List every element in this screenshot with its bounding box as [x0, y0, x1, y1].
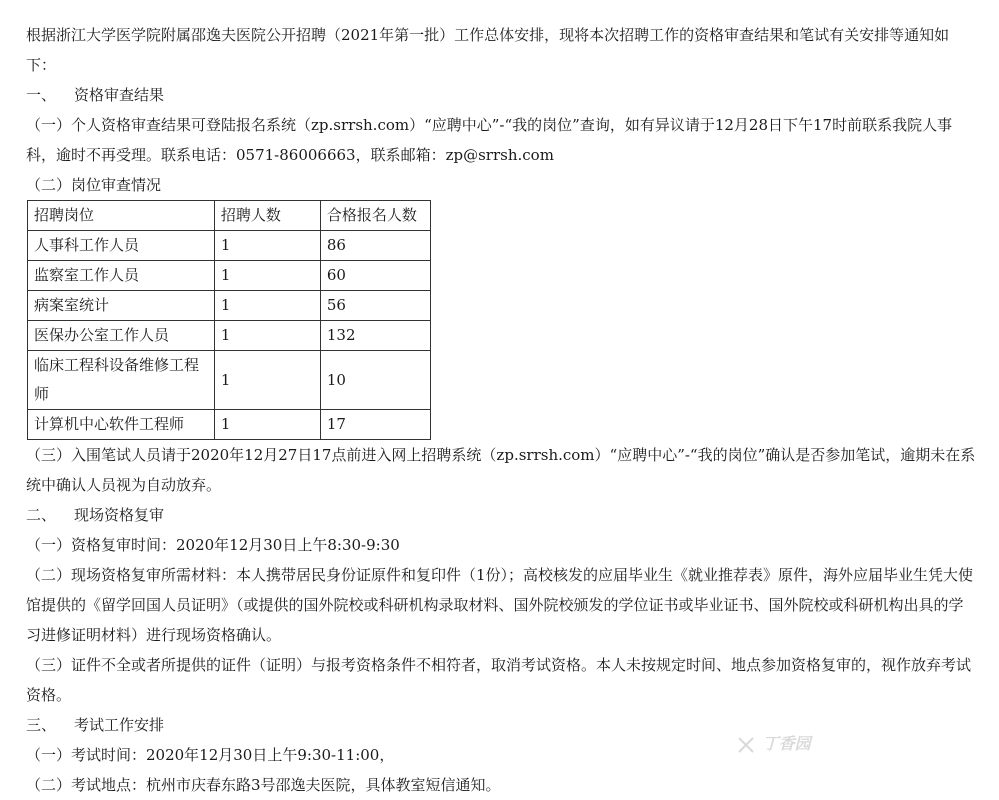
table-cell-position: 监察室工作人员: [28, 261, 215, 291]
table-row: [28, 321, 431, 351]
section-2-item-1: （一）资格复审时间：2020年12月30日上午8:30-9:30: [26, 536, 400, 554]
table-header-cell: 合格报名人数: [320, 201, 430, 231]
table-cell-quota: 1: [214, 231, 320, 261]
dxy-logo-icon: [735, 734, 757, 756]
table-header-cell: 招聘岗位: [28, 201, 215, 231]
section-1-number: 一、: [26, 86, 57, 104]
table-cell-position: 病案室统计: [28, 291, 215, 321]
section-2-title: 现场资格复审: [74, 506, 165, 524]
section-1-item-3: （三）入围笔试人员请于2020年12月27日17点前进入网上招聘系统（zp.srrsh.com）“应聘中心”-“我的岗位”确认是否参加笔试，逾期未在系统中确认人员视为自动放弃。: [26, 446, 976, 494]
watermark: [735, 731, 811, 756]
table-cell-qualified: 86: [320, 231, 430, 261]
section-3-item-1: （一）考试时间：2020年12月30日上午9:30-11:00，: [26, 746, 395, 764]
table-cell-quota: 1: [214, 351, 320, 410]
table-cell-quota: 1: [214, 261, 320, 291]
table-cell-position: 计算机中心软件工程师: [28, 410, 215, 440]
section-3-number: 三、: [26, 716, 57, 734]
section-2-heading: [26, 500, 976, 530]
table-row: [28, 410, 431, 440]
document-body: [26, 20, 976, 800]
section-2-item-3: （三）证件不全或者所提供的证件（证明）与报考资格条件不相符者，取消考试资格。本人未按规定时间、地点参加资格复审的，视作放弃考试资格。: [26, 656, 972, 704]
table-cell-qualified: 17: [320, 410, 430, 440]
table-row: [28, 261, 431, 291]
section-3-title: 考试工作安排: [74, 716, 165, 734]
section-3-heading: [26, 710, 976, 740]
table-cell-quota: 1: [214, 291, 320, 321]
table-header-row: [28, 201, 431, 231]
table-row: [28, 291, 431, 321]
section-1-title: 资格审查结果: [74, 86, 165, 104]
section-1-item-1: （一）个人资格审查结果可登陆报名系统（zp.srrsh.com）“应聘中心”-“我的岗位”查询，如有异议请于12月28日下午17时前联系我院人事科，逾时不再受理。联系电话：0571-86006663，联系邮箱：zp@srrsh.com: [26, 116, 953, 164]
table-header-cell: 招聘人数: [214, 201, 320, 231]
watermark-text: 丁香园: [762, 734, 811, 753]
table-cell-position: 人事科工作人员: [28, 231, 215, 261]
table-cell-position: 临床工程科设备维修工程师: [28, 351, 215, 410]
table-cell-position: 医保办公室工作人员: [28, 321, 215, 351]
table-row: [28, 351, 431, 410]
intro-paragraph: 根据浙江大学医学院附属邵逸夫医院公开招聘（2021年第一批）工作总体安排，现将本次招聘工作的资格审查结果和笔试有关安排等通知如下：: [26, 26, 950, 74]
section-1-heading: [26, 80, 976, 110]
section-1-item-2: （二）岗位审查情况: [26, 176, 162, 194]
table-cell-qualified: 132: [320, 321, 430, 351]
section-2-number: 二、: [26, 506, 57, 524]
positions-table: [27, 200, 431, 440]
section-3-item-2: （二）考试地点：杭州市庆春东路3号邵逸夫医院，具体教室短信通知。: [26, 776, 501, 794]
table-row: [28, 231, 431, 261]
table-cell-quota: 1: [214, 321, 320, 351]
section-2-item-2: （二）现场资格复审所需材料：本人携带居民身份证原件和复印件（1份）；高校核发的应届毕业生《就业推荐表》原件，海外应届毕业生凭大使馆提供的《留学回国人员证明》（或提供的国外院校或科研机构录取材料、国外院校颁发的学位证书或毕业证书、国外院校或科研机构出具的学习进修证明材料）进行现场资格确认。: [26, 566, 974, 644]
table-cell-qualified: 60: [320, 261, 430, 291]
table-cell-quota: 1: [214, 410, 320, 440]
table-cell-qualified: 10: [320, 351, 430, 410]
table-cell-qualified: 56: [320, 291, 430, 321]
